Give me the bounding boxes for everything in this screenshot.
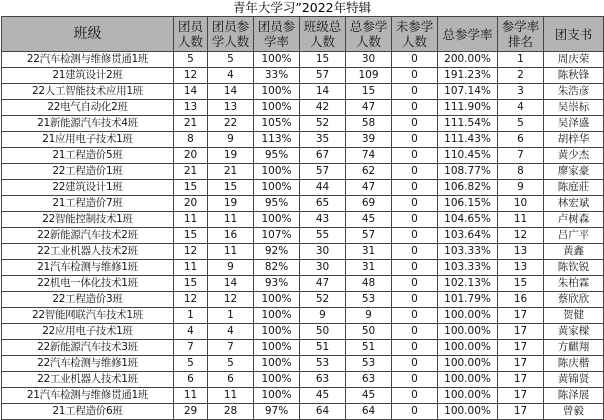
cell-total-rate: 100.00% [438,356,498,372]
cell-class: 22工程造价1班 [2,164,174,180]
table-row [2,52,604,68]
table-row [2,180,604,196]
cell-secretary: 周庆荣 [544,52,604,68]
cell-member-rate: 100% [254,292,300,308]
cell-member-rate: 33% [254,68,300,84]
cell-rank: 17 [498,372,544,388]
cell-secretary: 卢树森 [544,212,604,228]
cell-members-joined: 5 [208,356,254,372]
cell-secretary: 吴泽盛 [544,116,604,132]
cell-class: 21工程造价5班 [2,148,174,164]
cell-not-joined: 0 [392,356,438,372]
cell-secretary: 朱浩彦 [544,84,604,100]
cell-not-joined: 0 [392,388,438,404]
cell-not-joined: 0 [392,324,438,340]
cell-members: 15 [174,180,208,196]
cell-member-rate: 100% [254,388,300,404]
table-row [2,68,604,84]
cell-not-joined: 0 [392,372,438,388]
cell-not-joined: 0 [392,340,438,356]
cell-total-joined: 47 [346,100,392,116]
header-members: 团员人数 [174,17,208,52]
cell-member-rate: 100% [254,308,300,324]
cell-total-rate: 100.00% [438,404,498,420]
cell-class: 22智能网联汽车技术1班 [2,308,174,324]
cell-total-rate: 107.14% [438,84,498,100]
cell-class-total: 67 [300,148,346,164]
cell-total-joined: 30 [346,52,392,68]
cell-not-joined: 0 [392,196,438,212]
cell-total-rate: 111.54% [438,116,498,132]
sheet-title: 青年大学习”2022年特辑 [232,0,372,15]
cell-total-rate: 100.00% [438,340,498,356]
cell-members-joined: 9 [208,260,254,276]
cell-member-rate: 82% [254,260,300,276]
cell-class: 22机电一体化技术1班 [2,276,174,292]
cell-member-rate: 100% [254,340,300,356]
cell-members-joined: 11 [208,388,254,404]
cell-class-total: 42 [300,100,346,116]
cell-rank: 2 [498,68,544,84]
cell-class: 22智能控制技术1班 [2,212,174,228]
cell-members: 29 [174,404,208,420]
cell-not-joined: 0 [392,244,438,260]
cell-member-rate: 93% [254,276,300,292]
cell-members: 20 [174,196,208,212]
cell-member-rate: 97% [254,404,300,420]
cell-members: 11 [174,212,208,228]
cell-secretary: 林宏斌 [544,196,604,212]
cell-secretary: 陈泽展 [544,388,604,404]
cell-member-rate: 105% [254,116,300,132]
header-secretary: 团支书 [544,17,604,52]
cell-class-total: 30 [300,260,346,276]
cell-members: 8 [174,132,208,148]
cell-rank: 16 [498,292,544,308]
cell-class-total: 35 [300,132,346,148]
cell-secretary: 方麒翔 [544,340,604,356]
cell-members-joined: 5 [208,52,254,68]
cell-secretary: 陈秋锋 [544,68,604,84]
cell-class-total: 52 [300,292,346,308]
cell-total-joined: 74 [346,148,392,164]
cell-class: 22新能源汽车技术3班 [2,340,174,356]
cell-secretary: 朱柏霖 [544,276,604,292]
cell-members-joined: 19 [208,196,254,212]
cell-class: 22汽车检测与维修贯通1班 [2,52,174,68]
cell-members-joined: 9 [208,132,254,148]
cell-not-joined: 0 [392,52,438,68]
cell-class-total: 63 [300,372,346,388]
cell-rank: 4 [498,100,544,116]
cell-members-joined: 22 [208,116,254,132]
header-class-total: 班级总人数 [300,17,346,52]
cell-secretary: 黄锦贤 [544,372,604,388]
cell-secretary: 蔡欣欣 [544,292,604,308]
cell-rank: 17 [498,308,544,324]
cell-total-joined: 9 [346,308,392,324]
cell-members: 12 [174,244,208,260]
cell-secretary: 陈钦锐 [544,260,604,276]
cell-total-rate: 104.65% [438,212,498,228]
cell-members: 12 [174,68,208,84]
cell-secretary: 黄鑫 [544,244,604,260]
table-row [2,196,604,212]
cell-not-joined: 0 [392,292,438,308]
cell-total-joined: 69 [346,196,392,212]
cell-total-joined: 15 [346,84,392,100]
cell-total-joined: 62 [346,164,392,180]
cell-total-rate: 101.79% [438,292,498,308]
cell-members-joined: 14 [208,276,254,292]
cell-not-joined: 0 [392,100,438,116]
cell-not-joined: 0 [392,132,438,148]
cell-member-rate: 95% [254,148,300,164]
cell-not-joined: 0 [392,228,438,244]
cell-class: 22工业机器人技术1班 [2,372,174,388]
cell-total-joined: 51 [346,340,392,356]
cell-not-joined: 0 [392,164,438,180]
cell-not-joined: 0 [392,260,438,276]
cell-members-joined: 14 [208,84,254,100]
cell-total-rate: 100.00% [438,324,498,340]
cell-members: 4 [174,324,208,340]
cell-total-rate: 100.00% [438,308,498,324]
cell-class: 21汽车检测与维修1班 [2,260,174,276]
cell-members-joined: 13 [208,100,254,116]
cell-secretary: 陈庆楷 [544,356,604,372]
cell-rank: 5 [498,116,544,132]
cell-rank: 7 [498,148,544,164]
table-row [2,260,604,276]
cell-total-joined: 50 [346,324,392,340]
cell-class: 22建筑设计1班 [2,180,174,196]
cell-total-joined: 64 [346,404,392,420]
cell-secretary: 胡梓华 [544,132,604,148]
cell-secretary: 贺健 [544,308,604,324]
table-row [2,356,604,372]
cell-class: 22汽车检测与维修1班 [2,356,174,372]
cell-member-rate: 100% [254,164,300,180]
cell-total-joined: 58 [346,116,392,132]
cell-secretary: 黄家樑 [544,324,604,340]
cell-members: 11 [174,388,208,404]
cell-member-rate: 100% [254,100,300,116]
cell-total-rate: 111.43% [438,132,498,148]
cell-rank: 8 [498,164,544,180]
cell-member-rate: 100% [254,324,300,340]
cell-total-joined: 63 [346,372,392,388]
cell-member-rate: 92% [254,244,300,260]
cell-member-rate: 100% [254,52,300,68]
cell-secretary: 陈庭莊 [544,180,604,196]
cell-member-rate: 100% [254,212,300,228]
cell-class: 22工程造价3班 [2,292,174,308]
cell-total-rate: 191.23% [438,68,498,84]
table-row [2,308,604,324]
cell-members-joined: 28 [208,404,254,420]
cell-member-rate: 100% [254,372,300,388]
cell-total-rate: 100.00% [438,388,498,404]
cell-members: 5 [174,52,208,68]
cell-members: 15 [174,228,208,244]
table-row [2,404,604,420]
cell-class-total: 50 [300,324,346,340]
table-row [2,228,604,244]
cell-members-joined: 7 [208,340,254,356]
cell-class-total: 51 [300,340,346,356]
cell-members-joined: 16 [208,228,254,244]
cell-total-joined: 47 [346,180,392,196]
cell-class-total: 57 [300,68,346,84]
cell-member-rate: 107% [254,228,300,244]
cell-class: 21应用电子技术1班 [2,132,174,148]
cell-members: 21 [174,164,208,180]
cell-rank: 13 [498,260,544,276]
ranking-table [1,16,604,420]
cell-class-total: 52 [300,116,346,132]
cell-member-rate: 113% [254,132,300,148]
table-row [2,340,604,356]
cell-rank: 9 [498,180,544,196]
cell-rank: 10 [498,196,544,212]
cell-members-joined: 21 [208,164,254,180]
cell-class: 22电气自动化2班 [2,100,174,116]
cell-secretary: 吕广平 [544,228,604,244]
cell-rank: 3 [498,84,544,100]
table-row [2,116,604,132]
cell-members-joined: 4 [208,68,254,84]
header-row [2,17,604,52]
cell-class-total: 30 [300,244,346,260]
header-not-joined: 未参学人数 [392,17,438,52]
cell-members: 13 [174,100,208,116]
cell-members-joined: 11 [208,244,254,260]
cell-member-rate: 100% [254,84,300,100]
cell-members-joined: 19 [208,148,254,164]
cell-class-total: 55 [300,228,346,244]
cell-members: 6 [174,372,208,388]
cell-members: 21 [174,116,208,132]
cell-not-joined: 0 [392,276,438,292]
cell-class: 21汽车检测与维修贯通1班 [2,388,174,404]
cell-total-rate: 200.00% [438,52,498,68]
table-row [2,388,604,404]
cell-members: 7 [174,340,208,356]
table-row [2,244,604,260]
table-row [2,148,604,164]
cell-total-joined: 109 [346,68,392,84]
cell-class-total: 64 [300,404,346,420]
cell-members-joined: 12 [208,292,254,308]
header-member-rate: 团员参学率 [254,17,300,52]
cell-class-total: 53 [300,356,346,372]
header-rank: 参学率排名 [498,17,544,52]
cell-not-joined: 0 [392,148,438,164]
cell-class-total: 47 [300,276,346,292]
table-row [2,164,604,180]
cell-class: 21工程造价6班 [2,404,174,420]
cell-not-joined: 0 [392,180,438,196]
cell-class-total: 44 [300,180,346,196]
cell-members-joined: 6 [208,372,254,388]
cell-rank: 6 [498,132,544,148]
cell-not-joined: 0 [392,212,438,228]
cell-class-total: 14 [300,84,346,100]
cell-total-rate: 111.90% [438,100,498,116]
cell-total-rate: 106.15% [438,196,498,212]
cell-class-total: 65 [300,196,346,212]
cell-total-joined: 45 [346,388,392,404]
cell-not-joined: 0 [392,116,438,132]
cell-members: 12 [174,292,208,308]
table-row [2,372,604,388]
cell-members: 15 [174,276,208,292]
cell-member-rate: 100% [254,356,300,372]
cell-rank: 11 [498,212,544,228]
cell-class-total: 45 [300,388,346,404]
cell-members-joined: 1 [208,308,254,324]
cell-total-joined: 31 [346,260,392,276]
cell-members: 5 [174,356,208,372]
cell-class-total: 43 [300,212,346,228]
header-members-joined: 团员参学人数 [208,17,254,52]
cell-secretary: 黄少杰 [544,148,604,164]
cell-rank: 17 [498,324,544,340]
cell-total-joined: 57 [346,228,392,244]
cell-rank: 17 [498,404,544,420]
cell-rank: 12 [498,228,544,244]
cell-class: 21建筑设计2班 [2,68,174,84]
cell-class: 21工程造价7班 [2,196,174,212]
cell-class: 22应用电子技术1班 [2,324,174,340]
table-row [2,324,604,340]
cell-rank: 13 [498,244,544,260]
cell-rank: 1 [498,52,544,68]
cell-total-rate: 110.45% [438,148,498,164]
table-row [2,276,604,292]
header-class: 班级 [2,17,174,52]
cell-total-joined: 53 [346,292,392,308]
cell-total-rate: 106.82% [438,180,498,196]
header-total-joined: 总参学人数 [346,17,392,52]
cell-class-total: 15 [300,52,346,68]
cell-members-joined: 4 [208,324,254,340]
cell-members-joined: 11 [208,212,254,228]
cell-secretary: 廖家豪 [544,164,604,180]
cell-members: 20 [174,148,208,164]
header-total-rate: 总参学率 [438,17,498,52]
cell-not-joined: 0 [392,84,438,100]
cell-members: 1 [174,308,208,324]
table-row [2,132,604,148]
cell-members: 14 [174,84,208,100]
cell-rank: 15 [498,276,544,292]
table-row [2,292,604,308]
cell-member-rate: 100% [254,180,300,196]
cell-total-rate: 102.13% [438,276,498,292]
cell-total-joined: 53 [346,356,392,372]
cell-rank: 17 [498,388,544,404]
cell-not-joined: 0 [392,68,438,84]
cell-not-joined: 0 [392,308,438,324]
cell-total-joined: 31 [346,244,392,260]
cell-members-joined: 15 [208,180,254,196]
cell-member-rate: 95% [254,196,300,212]
cell-total-joined: 48 [346,276,392,292]
cell-rank: 17 [498,340,544,356]
cell-class: 22新能源汽车技术2班 [2,228,174,244]
cell-not-joined: 0 [392,404,438,420]
cell-class: 21新能源汽车技术4班 [2,116,174,132]
cell-secretary: 曾毅 [544,404,604,420]
cell-members: 11 [174,260,208,276]
cell-total-rate: 103.33% [438,244,498,260]
table-row [2,100,604,116]
cell-secretary: 吴崇标 [544,100,604,116]
cell-total-joined: 39 [346,132,392,148]
cell-class: 22人工智能技术应用1班 [2,84,174,100]
cell-class-total: 9 [300,308,346,324]
table-row [2,212,604,228]
cell-rank: 17 [498,356,544,372]
table-row [2,84,604,100]
cell-total-rate: 100.00% [438,372,498,388]
cell-total-joined: 45 [346,212,392,228]
cell-total-rate: 103.33% [438,260,498,276]
cell-total-rate: 108.77% [438,164,498,180]
cell-class-total: 57 [300,164,346,180]
cell-total-rate: 103.64% [438,228,498,244]
cell-class: 22工业机器人技术2班 [2,244,174,260]
